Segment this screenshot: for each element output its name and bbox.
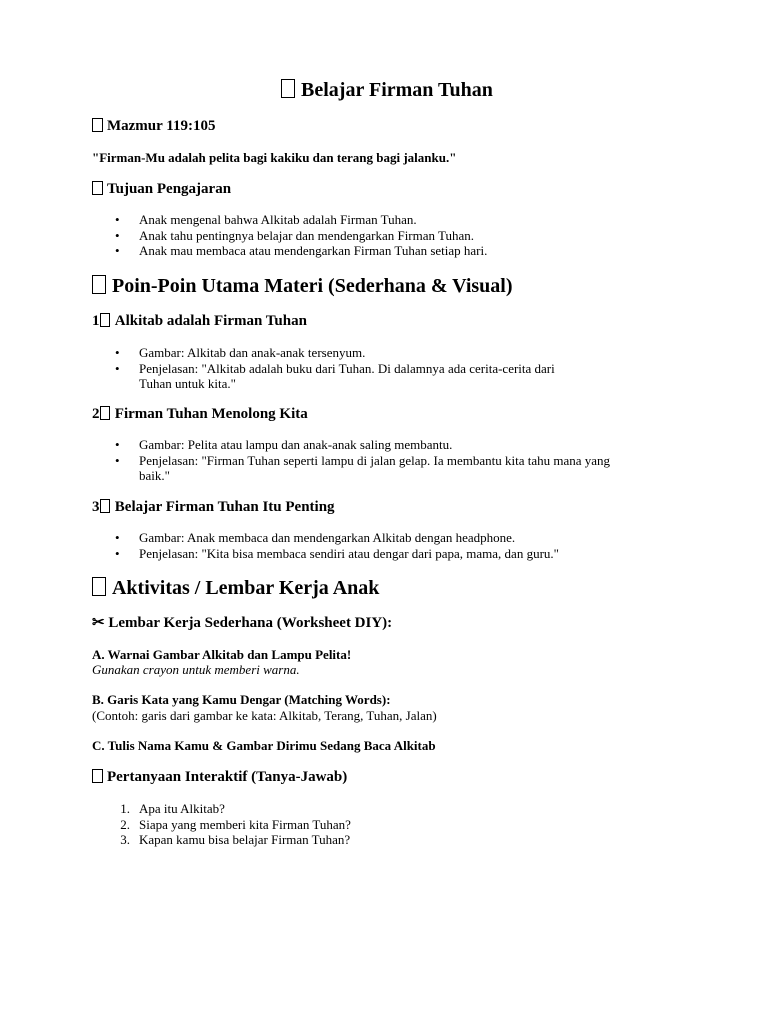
list-item: • Penjelasan: "Firman Tuhan seperti lampu di jalan gelap. Ia membantu kita tahu mana yang baik."	[92, 453, 619, 484]
activity-c-title: C. Tulis Nama Kamu & Gambar Dirimu Sedang Baca Alkitab	[92, 738, 436, 753]
list-item: 3. Kapan kamu bisa belajar Firman Tuhan?	[120, 832, 351, 847]
pin-icon	[92, 275, 106, 294]
list-item: • Penjelasan: "Kita bisa membaca sendiri atau dengar dari papa, mama, dan guru."	[92, 546, 682, 562]
point-3-list	[92, 530, 682, 561]
list-item: • Anak mau membaca atau mendengarkan Firman Tuhan setiap hari.	[92, 243, 682, 259]
activity-a-title: A. Warnai Gambar Alkitab dan Lampu Pelita!	[92, 647, 352, 662]
list-item: • Anak mengenal bahwa Alkitab adalah Firman Tuhan.	[92, 212, 682, 228]
point-3-heading: 3 Belajar Firman Tuhan Itu Penting	[92, 499, 335, 515]
verse-text: "Firman-Mu adalah pelita bagi kakiku dan terang bagi jalanku."	[92, 150, 457, 165]
list-item: • Gambar: Alkitab dan anak-anak tersenyum.	[92, 345, 682, 361]
list-item: 2. Siapa yang memberi kita Firman Tuhan?	[120, 816, 351, 832]
pencil-icon	[92, 577, 106, 596]
list-item: • Anak tahu pentingnya belajar dan mendengarkan Firman Tuhan.	[92, 228, 682, 244]
activities-heading: Aktivitas / Lembar Kerja Anak	[92, 576, 379, 600]
point-2-heading: 2 Firman Tuhan Menolong Kita	[92, 406, 308, 422]
goals-list	[92, 212, 682, 259]
points-heading: Poin-Poin Utama Materi (Sederhana & Visual)	[92, 274, 513, 298]
keycap-icon	[100, 499, 111, 513]
point-2-list	[92, 437, 682, 484]
list-item: • Gambar: Anak membaca dan mendengarkan Alkitab dengan headphone.	[92, 530, 682, 546]
keycap-icon	[100, 313, 111, 327]
activity-b-title: B. Garis Kata yang Kamu Dengar (Matching Words):	[92, 692, 391, 707]
questions-list	[92, 801, 682, 848]
verse-heading: Mazmur 119:105	[92, 117, 215, 135]
list-item: • Gambar: Pelita atau lampu dan anak-anak saling membantu.	[92, 437, 682, 453]
list-item: • Penjelasan: "Alkitab adalah buku dari Tuhan. Di dalamnya ada cerita-cerita dari Tuhan untuk kita."	[92, 361, 589, 392]
activity-a-note: Gunakan crayon untuk memberi warna.	[92, 662, 300, 677]
questions-heading: Pertanyaan Interaktif (Tanya-Jawab)	[92, 768, 347, 786]
question-icon	[92, 769, 103, 783]
worksheet-heading: ✂ Lembar Kerja Sederhana (Worksheet DIY):	[92, 615, 393, 631]
goals-heading: Tujuan Pengajaran	[92, 180, 231, 198]
activity-b-note: (Contoh: garis dari gambar ke kata: Alkitab, Terang, Tuhan, Jalan)	[92, 708, 437, 723]
book-icon	[281, 79, 295, 98]
point-1-heading: 1 Alkitab adalah Firman Tuhan	[92, 313, 307, 329]
page-title: Belajar Firman Tuhan	[92, 78, 682, 102]
list-item: 1. Apa itu Alkitab?	[120, 801, 225, 816]
target-icon	[92, 181, 103, 195]
point-1-list	[92, 345, 682, 392]
keycap-icon	[100, 406, 111, 420]
bookmark-icon	[92, 118, 103, 132]
